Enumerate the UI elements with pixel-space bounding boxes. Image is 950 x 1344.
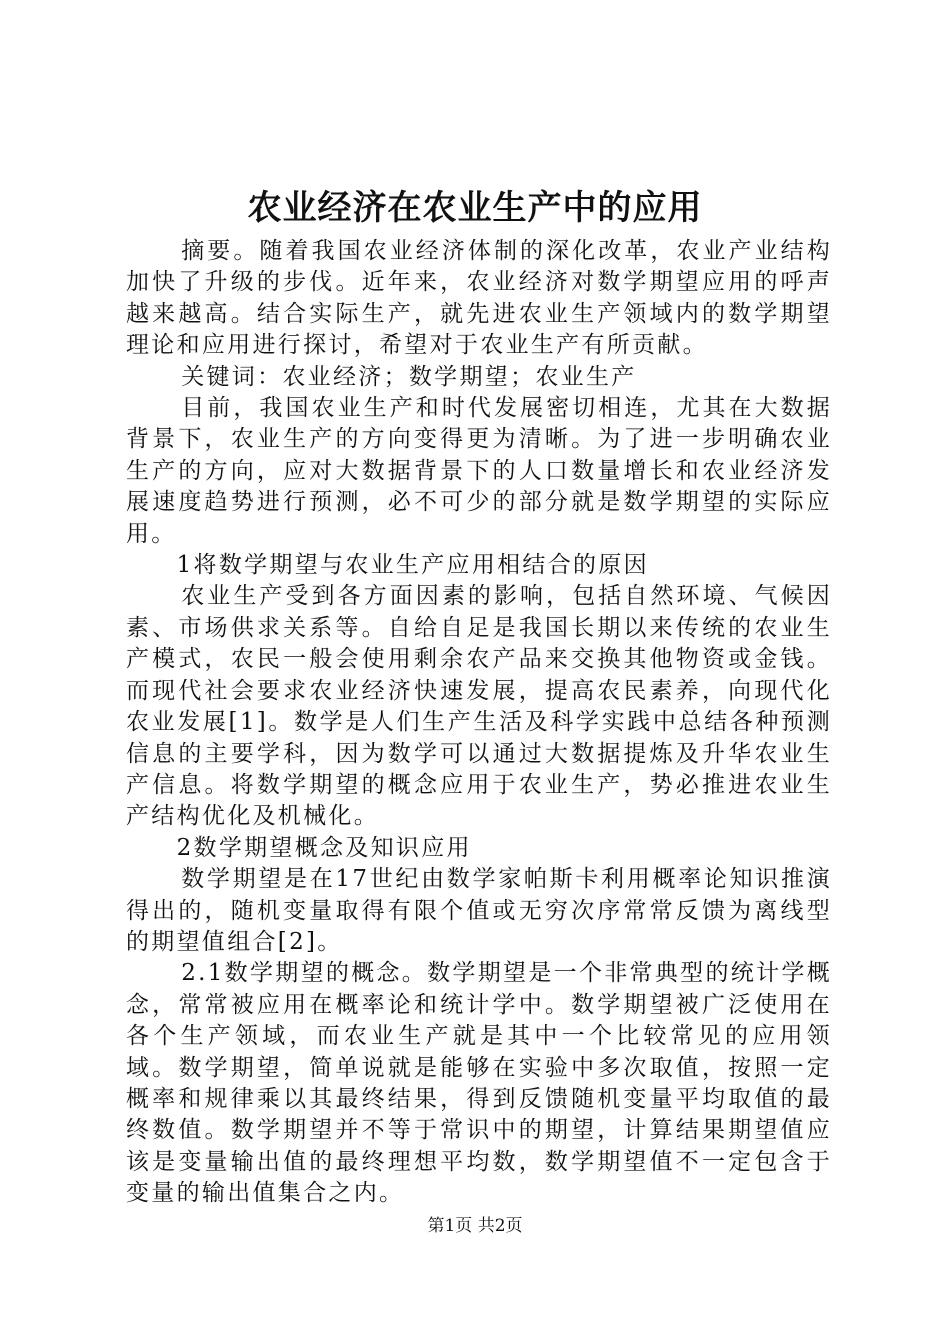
section-heading-2: 2数学期望概念及知识应用 — [176, 834, 472, 861]
subsection-2-1-paragraph: 2.1数学期望的概念。数学期望是一个非常典型的统计学概念，常常被应用在概率论和统计学中。数学期望被广泛使用在各个生产领域，而农业生产就是其中一个比较常见的应用领域。数学期望，简单说就是能够在实验中多次取值，按照一定概率和规律乘以其最终结果，得到反馈随机变量平均取值的最终数值。数学期望并不等于常识中的期望，计算结果期望值应该是变量输出值的最终理想平均数，数学期望值不一定包含于变量的输出值集合之内。 — [126, 960, 832, 1207]
section-1-paragraph: 农业生产受到各方面因素的影响，包括自然环境、气候因素、市场供求关系等。自给自足是我国长期以来传统的农业生产模式，农民一般会使用剩余农产品来交换其他物资或金钱。而现代社会要求农业经济快速发展，提高农民素养，向现代化农业发展[1]。数学是人们生产生活及科学实践中总结各种预测信息的主要学科，因为数学可以通过大数据提炼及升华农业生产信息。将数学期望的概念应用于农业生产，势必推进农业生产结构优化及机械化。 — [126, 583, 832, 830]
abstract-paragraph: 摘要。随着我国农业经济体制的深化改革，农业产业结构加快了升级的步伐。近年来，农业经济对数学期望应用的呼声越来越高。结合实际生产，就先进农业生产领域内的数学期望理论和应用进行探讨，希望对于农业生产有所贡献。 — [126, 238, 832, 359]
keywords-line: 关键词：农业经济；数学期望；农业生产 — [181, 363, 637, 390]
document-body — [126, 236, 832, 1210]
section-heading-1: 1将数学期望与农业生产应用相结合的原因 — [176, 552, 649, 579]
section-2-paragraph: 数学期望是在17世纪由数学家帕斯卡利用概率论知识推演得出的，随机变量取得有限个值或无穷次序常常反馈为离线型的期望值组合[2]。 — [126, 866, 832, 955]
document-title: 农业经济在农业生产中的应用 — [247, 188, 703, 228]
page-footer: 第1页 共2页 — [427, 1216, 523, 1236]
intro-paragraph: 目前，我国农业生产和时代发展密切相连，尤其在大数据背景下，农业生产的方向变得更为清晰。为了进一步明确农业生产的方向，应对大数据背景下的人口数量增长和农业经济发展速度趋势进行预测，必不可少的部分就是数学期望的实际应用。 — [126, 395, 832, 547]
